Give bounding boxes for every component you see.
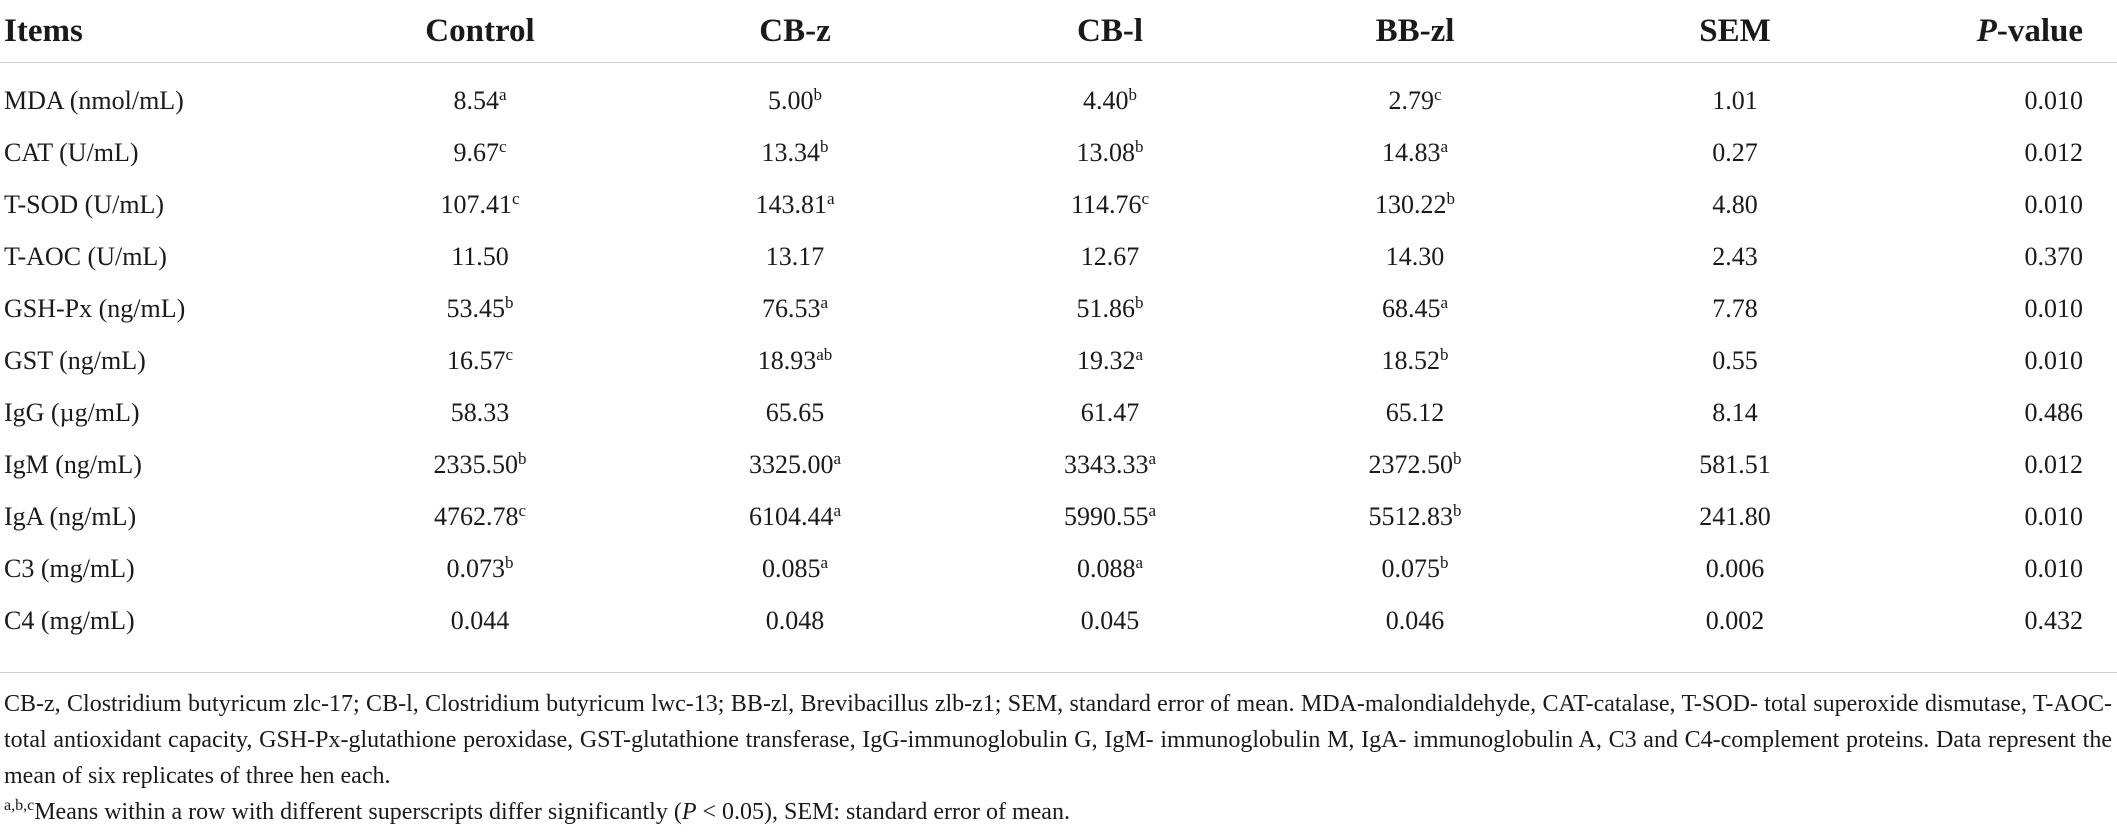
cell-sem — [1570, 491, 1900, 543]
cell-value: 65.12 — [1385, 398, 1445, 427]
cell-bb-zl — [1260, 595, 1570, 647]
cell-sem — [1570, 595, 1900, 647]
cell-value: 4762.78 — [433, 502, 519, 531]
cell-cb-l — [960, 231, 1260, 283]
cell-cb-z — [630, 491, 960, 543]
cell-value: 0.006 — [1705, 554, 1765, 583]
table-row — [0, 491, 2117, 543]
table-header — [0, 0, 2117, 63]
table-body — [0, 63, 2117, 648]
cell-cb-l — [960, 335, 1260, 387]
significance-superscript: a — [1135, 345, 1144, 364]
cell-cb-l — [960, 179, 1260, 231]
cell-sem — [1570, 179, 1900, 231]
cell-value: 0.486 — [2024, 398, 2083, 427]
cell-bb-zl — [1260, 491, 1570, 543]
cell-bb-zl — [1260, 283, 1570, 335]
cell-value: 68.45 — [1381, 294, 1441, 323]
cell-sem — [1570, 543, 1900, 595]
cell-p-value — [1900, 63, 2117, 128]
significance-superscript: a — [1440, 293, 1449, 312]
significance-superscript: a — [833, 501, 842, 520]
significance-superscript: a — [1135, 553, 1144, 572]
footnote-text-end: < 0.05), SEM: standard error of mean. — [696, 799, 1070, 825]
significance-superscript: c — [518, 501, 527, 520]
cell-value: 61.47 — [1080, 398, 1140, 427]
cell-control — [330, 231, 630, 283]
table-row — [0, 543, 2117, 595]
cell-value: 0.010 — [2024, 294, 2083, 323]
cell-value: 0.55 — [1712, 346, 1758, 375]
significance-superscript: a — [1440, 137, 1449, 156]
table-row — [0, 283, 2117, 335]
cell-value: 19.32 — [1076, 346, 1136, 375]
cell-value: 3325.00 — [748, 450, 834, 479]
header-cb-l: CB-l — [960, 0, 1260, 63]
cell-bb-zl — [1260, 543, 1570, 595]
abbreviations-note: CB-z, Clostridium butyricum zlc-17; CB-l, Clostridium butyricum lwc-13; BB-zl, Brevibacillus zlb-z1; SEM, standard error of mean. MDA-malondialdehyde, CAT-catalase, T-SOD- total superoxide dismutase, T-AOC-total antioxidant capacity, GSH-Px-glutathione peroxidase, GST-glutathione transferase, IgG-immunoglobulin G, IgM- immunoglobulin M, IgA- immunoglobulin A, C3 and C4-complement proteins. Data represent the mean of six replicates of three hen each. — [4, 691, 2112, 789]
cell-value: 0.046 — [1385, 606, 1445, 635]
significance-superscript: a — [833, 449, 842, 468]
cell-control — [330, 491, 630, 543]
significance-superscript: b — [1440, 345, 1449, 364]
header-p-value — [1900, 0, 2117, 63]
cell-value: 2.43 — [1712, 242, 1758, 271]
cell-p-value — [1900, 283, 2117, 335]
significance-superscript: a — [498, 85, 507, 104]
cell-control — [330, 179, 630, 231]
cell-value: 0.27 — [1712, 138, 1758, 167]
cell-cb-l — [960, 63, 1260, 128]
significance-superscript: c — [505, 345, 514, 364]
significance-superscript: c — [1141, 189, 1150, 208]
cell-value: 0.085 — [761, 554, 821, 583]
table-row — [0, 595, 2117, 647]
cell-value: 5512.83 — [1368, 502, 1453, 531]
cell-value: 65.65 — [765, 398, 825, 427]
cell-value: 581.51 — [1699, 450, 1771, 479]
footnote-text-start: Means within a row with different superscripts differ significantly ( — [34, 799, 682, 825]
significance-superscript: b — [1135, 137, 1144, 156]
significance-superscript: a — [820, 553, 829, 572]
cell-sem — [1570, 387, 1900, 439]
cell-sem — [1570, 283, 1900, 335]
cell-value: 107.41 — [440, 190, 512, 219]
cell-value: 4.40 — [1083, 86, 1129, 115]
significance-superscript: ab — [816, 345, 833, 364]
cell-bb-zl — [1260, 179, 1570, 231]
cell-value: 3343.33 — [1063, 450, 1149, 479]
table-row — [0, 179, 2117, 231]
significance-superscript: c — [511, 189, 520, 208]
significance-superscript: b — [1453, 501, 1462, 520]
cell-value: 5.00 — [768, 86, 814, 115]
significance-superscript: b — [820, 137, 829, 156]
significance-superscript: b — [1453, 449, 1462, 468]
cell-control — [330, 127, 630, 179]
cell-value: 12.67 — [1080, 242, 1140, 271]
cell-value: 51.86 — [1076, 294, 1135, 323]
cell-item: T-AOC (U/mL) — [4, 242, 167, 271]
table-row — [0, 387, 2117, 439]
cell-control — [330, 63, 630, 128]
cell-p-value — [1900, 543, 2117, 595]
header-bb-zl: BB-zl — [1260, 0, 1570, 63]
cell-value: 0.012 — [2024, 450, 2083, 479]
cell-value: 8.54 — [453, 86, 499, 115]
cell-cb-z — [630, 63, 960, 128]
cell-cb-z — [630, 283, 960, 335]
header-cb-z: CB-z — [630, 0, 960, 63]
cell-cb-z — [630, 595, 960, 647]
header-p-suffix: -value — [1996, 12, 2083, 49]
cell-value: 6104.44 — [748, 502, 834, 531]
cell-control — [330, 595, 630, 647]
header-p-letter: P — [1976, 12, 1997, 49]
cell-sem — [1570, 231, 1900, 283]
cell-p-value — [1900, 179, 2117, 231]
cell-value: 0.002 — [1705, 606, 1765, 635]
significance-footnote — [4, 794, 2112, 830]
significance-superscript: a — [820, 293, 829, 312]
cell-bb-zl — [1260, 127, 1570, 179]
significance-superscript: a — [826, 189, 835, 208]
cell-cb-z — [630, 179, 960, 231]
cell-p-value — [1900, 491, 2117, 543]
cell-cb-z — [630, 127, 960, 179]
significance-superscript: b — [1446, 189, 1455, 208]
cell-control — [330, 439, 630, 491]
cell-value: 0.010 — [2024, 86, 2083, 115]
cell-value: 241.80 — [1699, 502, 1771, 531]
cell-value: 0.010 — [2024, 502, 2083, 531]
significance-superscript: b — [505, 553, 514, 572]
cell-value: 14.83 — [1381, 138, 1441, 167]
cell-value: 0.075 — [1381, 554, 1440, 583]
significance-superscript: b — [1128, 85, 1137, 104]
cell-value: 2.79 — [1388, 86, 1434, 115]
cell-value: 0.073 — [446, 554, 505, 583]
cell-cb-z — [630, 387, 960, 439]
cell-value: 58.33 — [450, 398, 510, 427]
cell-value: 0.048 — [765, 606, 825, 635]
cell-bb-zl — [1260, 335, 1570, 387]
cell-value: 0.370 — [2024, 242, 2083, 271]
table-notes — [4, 686, 2112, 830]
cell-value: 2335.50 — [433, 450, 518, 479]
cell-value: 0.010 — [2024, 554, 2083, 583]
cell-value: 13.08 — [1076, 138, 1135, 167]
cell-control — [330, 283, 630, 335]
cell-cb-z — [630, 543, 960, 595]
cell-value: 0.088 — [1076, 554, 1136, 583]
cell-value: 7.78 — [1712, 294, 1758, 323]
cell-value: 0.432 — [2024, 606, 2083, 635]
cell-p-value — [1900, 127, 2117, 179]
cell-item: GSH-Px (ng/mL) — [4, 294, 186, 323]
cell-item: GST (ng/mL) — [4, 346, 146, 375]
cell-sem — [1570, 335, 1900, 387]
cell-bb-zl — [1260, 439, 1570, 491]
significance-superscript: b — [505, 293, 514, 312]
significance-superscript: b — [1135, 293, 1144, 312]
cell-p-value — [1900, 439, 2117, 491]
cell-value: 53.45 — [446, 294, 505, 323]
cell-cb-l — [960, 127, 1260, 179]
significance-superscript: a — [1148, 449, 1157, 468]
footnote-superscripts: a,b,c — [4, 797, 35, 814]
cell-value: 0.010 — [2024, 346, 2083, 375]
cell-item: IgG (µg/mL) — [4, 398, 140, 427]
header-items: Items — [0, 0, 330, 63]
cell-item: MDA (nmol/mL) — [4, 86, 184, 115]
cell-p-value — [1900, 335, 2117, 387]
cell-item: IgA (ng/mL) — [4, 502, 137, 531]
significance-superscript: b — [1440, 553, 1449, 572]
cell-p-value — [1900, 595, 2117, 647]
table-row — [0, 439, 2117, 491]
table-bottom-rule — [0, 672, 2117, 673]
cell-p-value — [1900, 231, 2117, 283]
table-row — [0, 63, 2117, 128]
cell-value: 9.67 — [453, 138, 499, 167]
cell-item: CAT (U/mL) — [4, 138, 139, 167]
cell-value: 11.50 — [451, 242, 509, 271]
cell-value: 2372.50 — [1368, 450, 1453, 479]
significance-superscript: c — [498, 137, 507, 156]
cell-bb-zl — [1260, 231, 1570, 283]
cell-value: 0.010 — [2024, 190, 2083, 219]
cell-item: C4 (mg/mL) — [4, 606, 135, 635]
table-row — [0, 335, 2117, 387]
cell-value: 76.53 — [761, 294, 821, 323]
cell-cb-z — [630, 335, 960, 387]
table-row — [0, 231, 2117, 283]
cell-value: 14.30 — [1385, 242, 1445, 271]
cell-value: 114.76 — [1070, 190, 1142, 219]
table-row — [0, 127, 2117, 179]
cell-cb-l — [960, 595, 1260, 647]
cell-sem — [1570, 127, 1900, 179]
cell-cb-l — [960, 387, 1260, 439]
cell-value: 18.93 — [757, 346, 817, 375]
footnote-p-letter: P — [681, 799, 697, 825]
cell-value: 18.52 — [1381, 346, 1440, 375]
cell-control — [330, 387, 630, 439]
cell-value: 16.57 — [446, 346, 506, 375]
cell-value: 5990.55 — [1063, 502, 1149, 531]
cell-value: 130.22 — [1375, 190, 1447, 219]
cell-cb-l — [960, 439, 1260, 491]
cell-sem — [1570, 439, 1900, 491]
cell-value: 0.012 — [2024, 138, 2083, 167]
cell-control — [330, 543, 630, 595]
significance-superscript: a — [1148, 501, 1157, 520]
cell-value: 13.34 — [761, 138, 820, 167]
cell-bb-zl — [1260, 387, 1570, 439]
cell-cb-z — [630, 439, 960, 491]
cell-value: 13.17 — [765, 242, 825, 271]
cell-value: 8.14 — [1712, 398, 1758, 427]
cell-value: 0.044 — [450, 606, 510, 635]
cell-value: 4.80 — [1712, 190, 1758, 219]
cell-cb-l — [960, 283, 1260, 335]
cell-value: 0.045 — [1080, 606, 1140, 635]
cell-cb-l — [960, 491, 1260, 543]
cell-cb-z — [630, 231, 960, 283]
significance-superscript: b — [813, 85, 822, 104]
cell-cb-l — [960, 543, 1260, 595]
significance-superscript: b — [518, 449, 527, 468]
significance-superscript: c — [1433, 85, 1442, 104]
header-sem: SEM — [1570, 0, 1900, 63]
cell-item: IgM (ng/mL) — [4, 450, 142, 479]
cell-p-value — [1900, 387, 2117, 439]
header-control: Control — [330, 0, 630, 63]
cell-item: T-SOD (U/mL) — [4, 190, 165, 219]
cell-sem — [1570, 63, 1900, 128]
cell-bb-zl — [1260, 63, 1570, 128]
cell-value: 143.81 — [755, 190, 827, 219]
cell-control — [330, 335, 630, 387]
cell-item: C3 (mg/mL) — [4, 554, 135, 583]
cell-value: 1.01 — [1712, 86, 1758, 115]
